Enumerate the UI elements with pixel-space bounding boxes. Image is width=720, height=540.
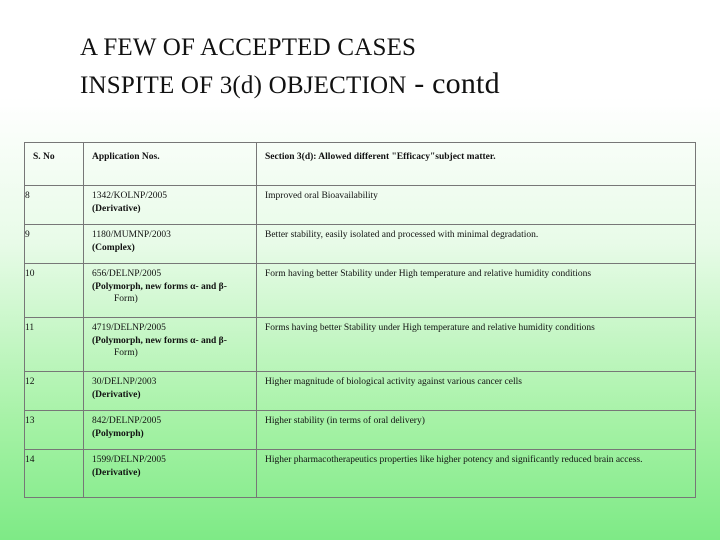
row-application xyxy=(84,318,257,372)
application-number: 1342/KOLNP/2005 xyxy=(92,191,167,201)
header-application-nos: Application Nos. xyxy=(84,143,257,186)
row-application xyxy=(84,372,257,411)
row-application xyxy=(84,411,257,450)
header-sno: S. No xyxy=(25,143,84,186)
table-row xyxy=(25,411,696,450)
application-type: (Derivative) xyxy=(92,389,141,400)
application-number: 842/DELNP/2005 xyxy=(92,416,162,426)
application-number: 4719/DELNP/2005 xyxy=(92,323,166,333)
row-application xyxy=(84,450,257,498)
row-efficacy: Forms having better Stability under High temperature and relative humidity conditions xyxy=(257,318,696,372)
table-row xyxy=(25,264,696,318)
application-type: (Derivative) xyxy=(92,203,141,214)
title-line-2-text: INSPITE OF 3(d) OBJECTION xyxy=(80,72,407,99)
row-application xyxy=(84,264,257,318)
application-type: (Polymorph, new forms α- and β- xyxy=(92,281,227,292)
application-type-cont: Form) xyxy=(114,348,138,358)
application-number: 1599/DELNP/2005 xyxy=(92,455,166,465)
application-type: (Polymorph) xyxy=(92,428,144,439)
row-sno: 12 xyxy=(25,372,84,411)
row-application xyxy=(84,186,257,225)
table-row xyxy=(25,318,696,372)
row-sno: 9 xyxy=(25,225,84,264)
title-line-1: A FEW OF ACCEPTED CASES xyxy=(80,34,417,61)
application-number: 1180/MUMNP/2003 xyxy=(92,230,171,240)
row-sno: 14 xyxy=(25,450,84,498)
row-sno: 13 xyxy=(25,411,84,450)
row-efficacy: Higher pharmacotherapeutics properties like higher potency and significantly reduced brain access. xyxy=(257,450,696,498)
accepted-cases-table xyxy=(24,142,696,498)
application-type: (Complex) xyxy=(92,242,135,253)
application-type-cont: Form) xyxy=(114,294,138,304)
row-efficacy: Improved oral Bioavailability xyxy=(257,186,696,225)
table-header-row xyxy=(25,143,696,186)
table-row xyxy=(25,186,696,225)
row-application xyxy=(84,225,257,264)
row-efficacy: Form having better Stability under High temperature and relative humidity conditions xyxy=(257,264,696,318)
table-row xyxy=(25,450,696,498)
row-sno: 11 xyxy=(25,318,84,372)
table-row xyxy=(25,225,696,264)
application-number: 656/DELNP/2005 xyxy=(92,269,162,279)
row-sno: 8 xyxy=(25,186,84,225)
application-type: (Polymorph, new forms α- and β- xyxy=(92,335,227,346)
row-efficacy: Higher stability (in terms of oral delivery) xyxy=(257,411,696,450)
table-row xyxy=(25,372,696,411)
row-sno: 10 xyxy=(25,264,84,318)
row-efficacy: Higher magnitude of biological activity against various cancer cells xyxy=(257,372,696,411)
title-suffix: - contd xyxy=(406,67,500,100)
header-efficacy: Section 3(d): Allowed different "Efficacy"subject matter. xyxy=(257,143,696,186)
application-number: 30/DELNP/2003 xyxy=(92,377,157,387)
application-type: (Derivative) xyxy=(92,467,141,478)
title-line-2 xyxy=(80,66,500,104)
slide-title xyxy=(80,30,500,104)
row-efficacy: Better stability, easily isolated and processed with minimal degradation. xyxy=(257,225,696,264)
